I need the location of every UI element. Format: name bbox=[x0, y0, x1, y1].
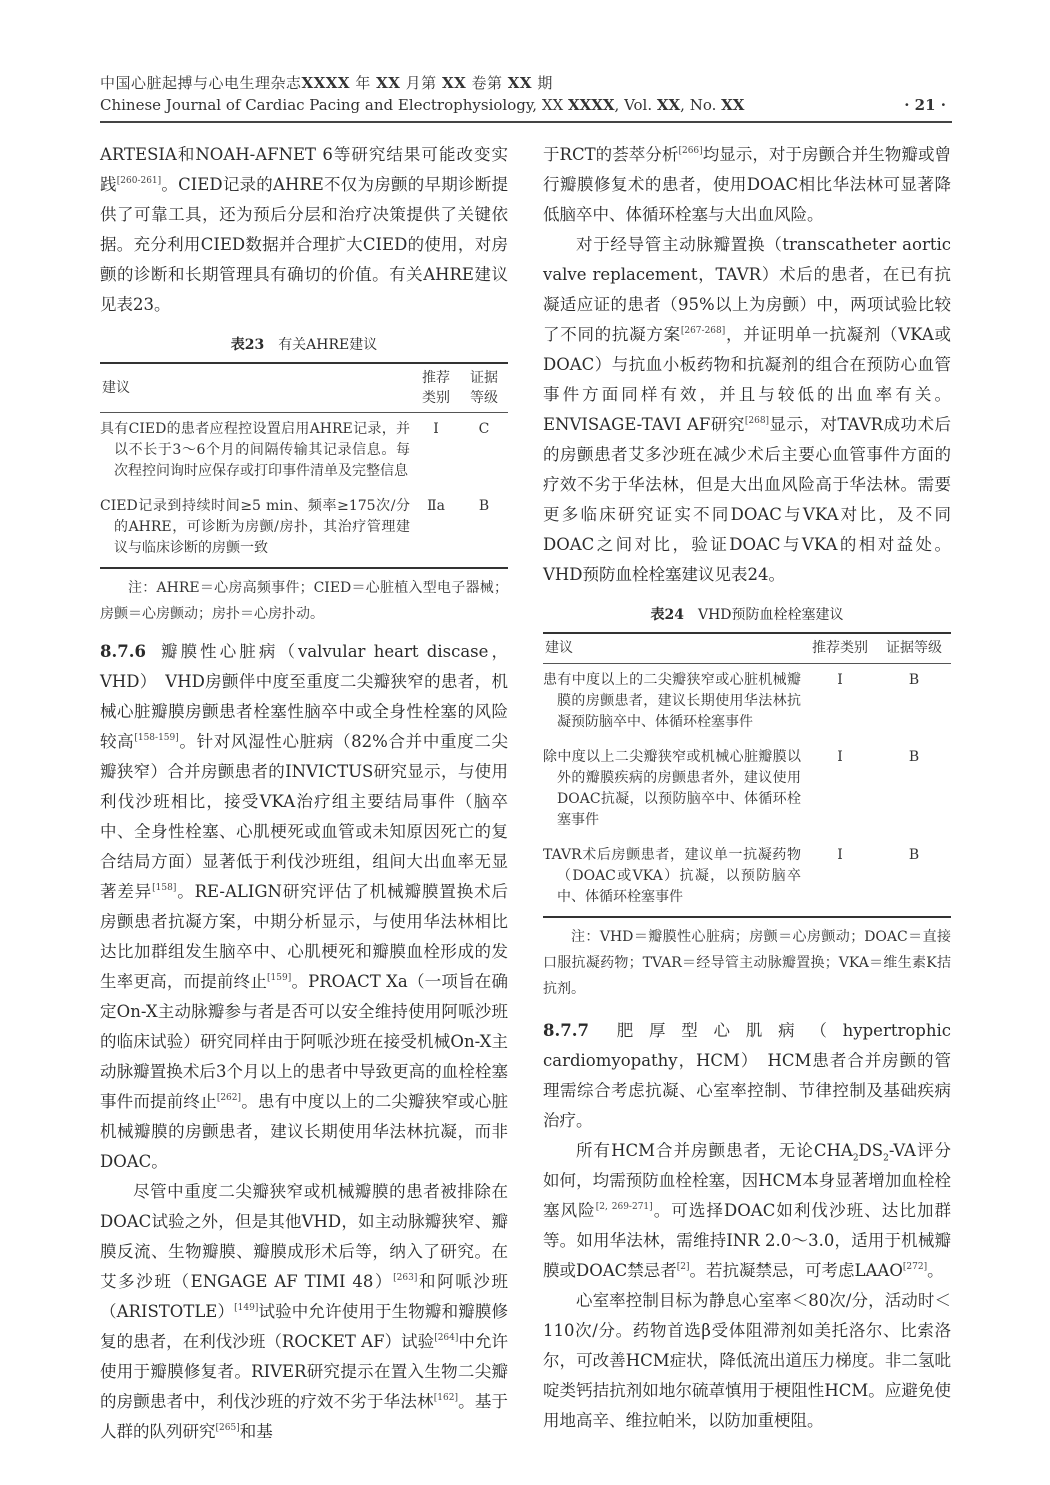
text-run: 中允许使用于瓣膜修复者。RIVER研究提示在置入生物二尖瓣的房颤患者中，利伐沙班的疗效不劣于华法林 bbox=[100, 1332, 509, 1411]
text-run: 。可选择DOAC如利伐沙班、达比加群等。如用华法林，需维持INR 2.0～3.0，适用于机械瓣膜或DOAC禁忌者 bbox=[543, 1201, 952, 1280]
section-8-7-7 bbox=[543, 1016, 951, 1136]
text-run: 瓣膜性心脏病（valvular heart discase，VHD） VHD房颤伴中度至重度二尖瓣狭窄的患者，机械心脏瓣膜房颤患者栓塞性脑卒中或全身性栓塞的风险较高 bbox=[100, 642, 508, 751]
table-23-caption: 表23 有关AHRE建议 bbox=[230, 337, 378, 353]
text-run: 试验中允许使用于生物瓣和瓣膜修复的患者，在利伐沙班（ROCKET AF）试验 bbox=[100, 1302, 509, 1351]
paragraph bbox=[543, 230, 951, 590]
class-cell: Ⅰ bbox=[837, 672, 843, 688]
table-header-row bbox=[543, 633, 951, 664]
citation: [2] bbox=[676, 1262, 690, 1272]
text-run: 。基于人群的队列研究 bbox=[100, 1392, 509, 1441]
class-cell: Ⅰ bbox=[837, 749, 843, 765]
text-run: 。 bbox=[927, 1261, 944, 1280]
issue-info-cn bbox=[302, 74, 553, 92]
text-run: 于RCT的荟萃分析 bbox=[543, 145, 679, 164]
text-run: 对于经导管主动脉瓣置换（transcatheter aortic valve replacement，TAVR）术后的患者，在已有抗凝适应证的患者（95%以上为房颤）中，两项试验比较了不同的抗凝方案 bbox=[543, 235, 951, 344]
issue-part: XX bbox=[441, 74, 467, 92]
left-column bbox=[100, 140, 508, 1447]
citation: [159] bbox=[267, 973, 292, 983]
running-header bbox=[100, 72, 950, 116]
text-run: 均显示，对于房颤合并生物瓣或曾行瓣膜修复术的患者，使用DOAC相比华法林可显著降低脑卒中、体循环栓塞与大出血风险。 bbox=[543, 145, 951, 224]
journal-citation-en: Chinese Journal of Cardiac Pacing and Electrophysiology, XX XXXX, Vol. XX, No. XX bbox=[100, 96, 745, 114]
level-cell: B bbox=[478, 498, 490, 514]
issue-part: 月第 bbox=[400, 74, 442, 92]
issue-part: 卷第 bbox=[466, 74, 508, 92]
recommendation-cell: TAVR术后房颤患者，建议单一抗凝药物（DOAC或VKA）抗凝，以预防脑卒中、体循环栓塞事件 bbox=[543, 847, 801, 905]
issue-part: XX bbox=[376, 74, 401, 92]
subscript: 2 bbox=[883, 1153, 889, 1164]
text-run: 。CIED记录的AHRE不仅为房颤的早期诊断提供了可靠工具，还为预后分层和治疗决策提供了关键依据。充分利用CIED数据并合理扩大CIED的使用，对房颤的诊断和长期管理具有确切的价值。有关AHRE建议见表23。 bbox=[100, 175, 508, 314]
level-cell: C bbox=[478, 421, 490, 437]
citation: [2, 269-271] bbox=[595, 1202, 653, 1212]
text-run: 肥厚型心肌病（hypertrophic cardiomyopathy，HCM） HCM患者合并房颤的管理需综合考虑抗凝、心室率控制、节律控制及基础疾病治疗。 bbox=[543, 1021, 951, 1130]
table-row bbox=[543, 741, 951, 839]
section-number: 8.7.7 bbox=[543, 1021, 589, 1040]
table-row bbox=[543, 664, 951, 742]
right-column bbox=[543, 140, 951, 1436]
table-row bbox=[100, 490, 508, 568]
journal-title-cn bbox=[100, 72, 950, 94]
table-24-note: 注：VHD＝瓣膜性心脏病；房颤＝心房颤动；DOAC＝直接口服抗凝药物；TVAR＝经导管主动脉瓣置换；VKA＝维生素K拮抗剂。 bbox=[543, 929, 951, 997]
table-23 bbox=[100, 362, 508, 569]
text-run: ARTESIA和NOAH-AFNET 6等研究结果可能改变实践 bbox=[100, 145, 508, 194]
text-run: 心室率控制目标为静息心室率＜80次/分，活动时＜110次/分。药物首选β受体阻滞剂如美托洛尔、比索洛尔，可改善HCM症状，降低流出道压力梯度。非二氢吡啶类钙拮抗剂如地尔硫䓬慎用于梗阻性HCM。应避免使用地高辛、维拉帕米，以防加重梗阻。 bbox=[543, 1291, 951, 1430]
citation: [162] bbox=[433, 1393, 458, 1403]
class-cell: Ⅰ bbox=[837, 847, 843, 863]
header-level: 证据等级 bbox=[886, 640, 942, 656]
header-class: 推荐 类别 bbox=[422, 370, 450, 406]
level-cell: B bbox=[908, 672, 920, 688]
section-text bbox=[100, 642, 508, 1171]
journal-name-cn: 中国心脏起搏与心电生理杂志 bbox=[100, 74, 302, 92]
journal-title-en bbox=[100, 94, 950, 116]
paragraph bbox=[543, 1136, 951, 1286]
text-run: DS bbox=[858, 1141, 884, 1160]
citation: [264] bbox=[434, 1333, 459, 1343]
table-23-note: 注：AHRE＝心房高频事件；CIED＝心脏植入型电子器械；房颤＝心房颤动；房扑＝心房扑动。 bbox=[100, 580, 508, 622]
table-row bbox=[543, 839, 951, 917]
paragraph bbox=[100, 140, 508, 320]
level-cell: B bbox=[908, 749, 920, 765]
text-run: ，并证明单一抗凝剂（VKA或DOAC）与抗血小板药物和抗凝剂的组合在预防心血管事件方面同样有效，并且与较低的出血率有关。ENVISAGE-TAVI AF研究 bbox=[543, 325, 952, 434]
text-run: 显示，对TAVR成功术后的房颤患者艾多沙班在减少术后主要心血管事件方面的疗效不劣于华法林，但是大出血风险高于华法林。需要更多临床研究证实不同DOAC与VKA对比，及不同DOAC之间对比，验证DOAC与VKA的相对益处。VHD预防血栓栓塞建议见表24。 bbox=[543, 415, 951, 584]
recommendation-cell: 除中度以上二尖瓣狭窄或机械心脏瓣膜以外的瓣膜疾病的房颤患者外，建议使用DOAC抗凝，以预防脑卒中、体循环栓塞事件 bbox=[543, 749, 801, 828]
header-class: 推荐类别 bbox=[812, 640, 868, 656]
issue-part: 期 bbox=[532, 74, 553, 92]
level-cell: B bbox=[908, 847, 920, 863]
citation: [265] bbox=[215, 1423, 240, 1433]
citation: [263] bbox=[393, 1273, 418, 1283]
table-24-caption: 表24 VHD预防血栓栓塞建议 bbox=[650, 607, 844, 623]
section-number: 8.7.6 bbox=[100, 642, 146, 661]
text-run: -VA评分如何，均需预防血栓栓塞，因HCM本身显著增加血栓栓塞风险 bbox=[543, 1141, 951, 1220]
citation: [272] bbox=[902, 1262, 928, 1272]
issue-part: XX bbox=[507, 74, 533, 92]
header-rule bbox=[100, 121, 952, 123]
text-run: 。患有中度以上的二尖瓣狭窄或心脏机械瓣膜的房颤患者，建议长期使用华法林抗凝，而非DOAC。 bbox=[100, 1092, 509, 1171]
citation: [158-159] bbox=[134, 733, 179, 743]
header-recommendation: 建议 bbox=[102, 379, 130, 396]
text-run: 和阿哌沙班（ARISTOTLE） bbox=[100, 1272, 508, 1321]
table-24 bbox=[543, 632, 951, 918]
text-run: 所有HCM合并房颤患者，无论CHA bbox=[576, 1141, 853, 1160]
recommendation-cell: 具有CIED的患者应程控设置启用AHRE记录，并以不长于3～6个月的间隔传输其记录信息。每次程控问询时应保存或打印事件清单及完整信息 bbox=[100, 421, 410, 479]
text-run: 和基 bbox=[239, 1422, 273, 1441]
table-header-row bbox=[100, 363, 508, 413]
paragraph bbox=[543, 1286, 951, 1436]
text-run: 。针对风湿性心脏病（82%合并中重度二尖瓣狭窄）合并房颤患者的INVICTUS研究显示，与使用利伐沙班相比，接受VKA治疗组主要结局事件（脑卒中、全身性栓塞、心肌梗死或血管或未知原因死亡的复合结局方面）显著低于利伐沙班组，组间大出血率无显著差异 bbox=[100, 732, 508, 901]
class-cell: Ⅰ bbox=[433, 421, 439, 437]
subscript: 2 bbox=[852, 1153, 859, 1164]
citation: [266] bbox=[678, 146, 703, 156]
citation: [268] bbox=[744, 416, 770, 426]
citation: [149] bbox=[234, 1303, 259, 1313]
text-run: 尽管中重度二尖瓣狭窄或机械瓣膜的患者被排除在DOAC试验之外，但是其他VHD，如主动脉瓣狭窄、瓣膜反流、生物瓣膜、瓣膜成形术后等，纳入了研究。在艾多沙班（ENGAGE AF TIMI 48） bbox=[100, 1182, 508, 1291]
page-number: · 21 · bbox=[904, 96, 946, 114]
header-level: 证据 等级 bbox=[470, 370, 498, 406]
citation: [267-268] bbox=[680, 326, 726, 336]
recommendation-cell: CIED记录到持续时间≥5 min、频率≥175次/分的AHRE，可诊断为房颤/房扑，其治疗管理建议与临床诊断的房颤一致 bbox=[100, 498, 410, 556]
section-8-7-6 bbox=[100, 637, 508, 1177]
issue-part: XXXX bbox=[301, 74, 351, 92]
header-recommendation: 建议 bbox=[545, 640, 573, 656]
text-run: 。若抗凝禁忌，可考虑LAAO bbox=[689, 1261, 903, 1280]
paragraph bbox=[543, 140, 951, 230]
class-cell: Ⅱa bbox=[427, 498, 445, 514]
citation: [158] bbox=[152, 883, 177, 893]
citation: [260-261] bbox=[116, 176, 162, 186]
recommendation-cell: 患有中度以上的二尖瓣狭窄或心脏机械瓣膜的房颤患者，建议长期使用华法林抗凝预防脑卒中、体循环栓塞事件 bbox=[543, 672, 801, 730]
section-text bbox=[543, 1021, 951, 1130]
text-run: 。RE-ALIGN研究评估了机械瓣膜置换术后房颤患者抗凝方案，中期分析显示，与使用华法林相比达比加群组发生脑卒中、心肌梗死和瓣膜血栓形成的发生率更高，而提前终止 bbox=[100, 882, 508, 991]
text-run: 。PROACT Xa（一项旨在确定On-X主动脉瓣参与者是否可以安全维持使用阿哌沙班的临床试验）研究同样由于阿哌沙班在接受机械On-X主动脉瓣置换术后3个月以上的患者中导致更高的血栓栓塞事件而提前终止 bbox=[100, 972, 508, 1111]
table-row bbox=[100, 413, 508, 491]
paragraph bbox=[100, 1177, 508, 1447]
citation: [262] bbox=[216, 1093, 242, 1103]
issue-part: 年 bbox=[350, 74, 377, 92]
